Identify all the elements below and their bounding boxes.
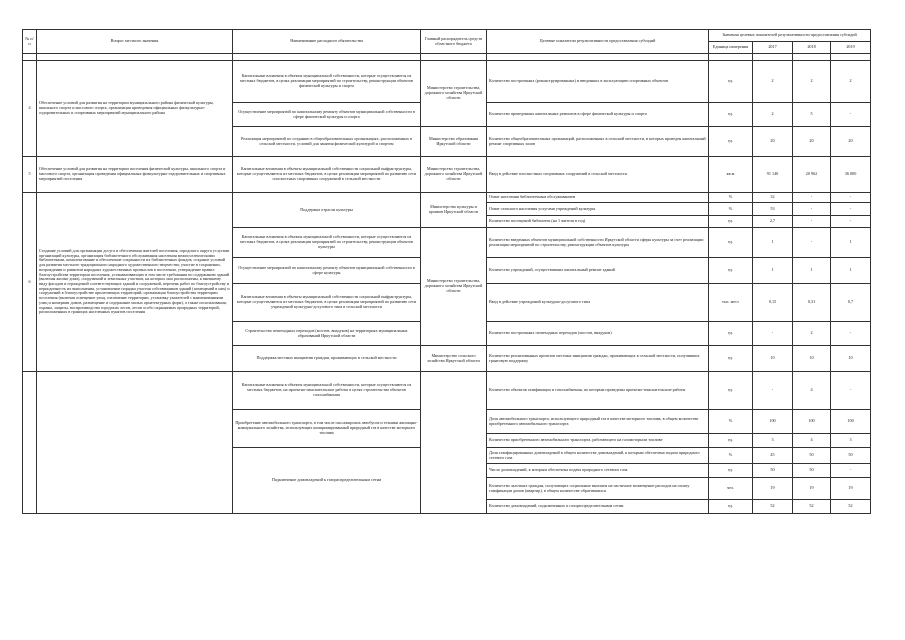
issue-cell: Обеспечение условий для развития на территории муниципального района физической культуры, школьного спорта и массового спорта, организация проведения официальных физкультурно-оздоровительных и спортивных мероприятий муниципального района — [37, 61, 233, 157]
value-2019: 1 — [831, 228, 871, 258]
value-2018: 5 — [793, 103, 831, 127]
indicator-cell: Количество введенных объектов муниципальной собственности Иркутской области сферы культуры за счет реализации реализации мероприятий по строительству, реконструкции объектов культуры — [487, 228, 709, 258]
value-2018: 2 — [793, 322, 831, 346]
value-2018: 52 — [793, 500, 831, 514]
table-row — [23, 61, 871, 103]
header-num: № п/п — [23, 30, 37, 54]
value-2018: 20 962 — [793, 157, 831, 193]
subsidy-indicators-table — [22, 29, 871, 514]
indicator-cell: Количество общеобразовательных организаций, расположенных в сельской местности, в которых проведен капитальный ремонт спортивных залов — [487, 127, 709, 157]
value-2017: 20 — [753, 127, 793, 157]
obligation-cell: Капитальные вложения в объекты муниципальной собственности социальной инфраструктуры, которые осуществляются из местных бюджетов, в целях реализации мероприятий по развитию сети плоскостных спортивных сооружений в сельской местности — [233, 157, 421, 193]
value-2018: 1 — [793, 258, 831, 284]
value-2017: 53 — [753, 203, 793, 216]
value-2019: 1 — [831, 258, 871, 284]
header-year-2019: 2019 — [831, 42, 871, 54]
value-2018: 0,31 — [793, 284, 831, 322]
obligation-cell: Капитальные вложения в объекты муниципальной собственности, которые осуществляются из местных бюджетов, в целях реализации мероприятий по строительству, реконструкции объектов культуры — [233, 228, 421, 258]
unit-cell: ед. — [709, 258, 753, 284]
unit-cell: ед. — [709, 228, 753, 258]
value-2017: 50 — [753, 464, 793, 478]
value-2019: 3 — [831, 434, 871, 448]
value-2018: 100 — [793, 410, 831, 434]
value-2017: 19 — [753, 478, 793, 500]
administrator-cell: Министерство образования Иркутской области — [421, 127, 487, 157]
header-indicator: Целевые показатели результативности предоставления субсидий — [487, 30, 709, 54]
obligation-cell: Подключение домовладений к газораспределительным сетям — [233, 448, 421, 514]
header-issue: Вопрос местного значения — [37, 30, 233, 54]
value-2017: 2,7 — [753, 216, 793, 228]
row-num: 6 — [23, 193, 37, 372]
unit-cell: ед. — [709, 61, 753, 103]
value-2019: 100 — [831, 410, 871, 434]
value-2019: 0,7 — [831, 284, 871, 322]
row-num: 5 — [23, 157, 37, 193]
value-2017: 2 — [753, 103, 793, 127]
value-2017: 100 — [753, 410, 793, 434]
document-sheet — [22, 29, 870, 514]
row-num — [23, 372, 37, 514]
value-2017: 0,15 — [753, 284, 793, 322]
indicator-cell: Доля газифицированных домовладений в общем количестве домовладений, к которым обеспечена подача природного сетевого газа — [487, 448, 709, 464]
value-2019: 2 — [831, 61, 871, 103]
value-2018: 10 — [793, 346, 831, 372]
value-2017: 32 — [753, 193, 793, 203]
value-2019: 10 — [831, 346, 871, 372]
unit-cell: ед. — [709, 500, 753, 514]
obligation-cell: Реализация мероприятий по созданию в общеобразовательных организациях, расположенных в сельской местности, условий для занятия физической культурой и спортом — [233, 127, 421, 157]
unit-cell: ед. — [709, 216, 753, 228]
obligation-cell: Осуществление мероприятий по капитальному ремонту объектов муниципальной собственности в сфере культуры — [233, 258, 421, 284]
value-2018: 50 — [793, 448, 831, 464]
indicator-cell: Охват населения библиотечным обслуживанием — [487, 193, 709, 203]
value-2017: 45 — [753, 448, 793, 464]
header-administrator: Главный распорядитель средств областного бюджета — [421, 30, 487, 54]
administrator-cell: Министерство строительства, дорожного хозяйства Иркутской области — [421, 228, 487, 346]
header-year-2017: 2017 — [753, 42, 793, 54]
unit-cell: чел. — [709, 478, 753, 500]
indicator-cell: Охват сельского населения услугами учреждений культуры — [487, 203, 709, 216]
obligation-cell: Поддержка местных инициатив граждан, проживающих в сельской местности — [233, 346, 421, 372]
value-2017: 91 140 — [753, 157, 793, 193]
value-2018: 4 — [793, 372, 831, 410]
value-2019: - — [831, 216, 871, 228]
unit-cell: % — [709, 448, 753, 464]
value-2019: 20 — [831, 127, 871, 157]
value-2017: - — [753, 322, 793, 346]
administrator-cell: Министерство строительства, дорожного хозяйства Иркутской области — [421, 157, 487, 193]
value-2017: 52 — [753, 500, 793, 514]
row-num: 4 — [23, 61, 37, 157]
administrator-cell: Министерство строительства, дорожного хозяйства Иркутской области — [421, 61, 487, 127]
administrator-cell: Министерство культуры и архивов Иркутской области — [421, 193, 487, 228]
indicator-cell: Количество реализованных проектов местных инициатив граждан, проживающих в сельской местности, получивших грантовую поддержку — [487, 346, 709, 372]
unit-cell: ед. — [709, 372, 753, 410]
obligation-cell: Капитальные вложения в объекты муниципальной собственности социальной инфраструктуры, которые осуществляются из местных бюджетов, в целях реализации мероприятий по развитию сети учреждений культурно-досугового типа в сельской местности — [233, 284, 421, 322]
spacer-row — [23, 54, 871, 61]
unit-cell: кв.м — [709, 157, 753, 193]
value-2017: 2 — [753, 61, 793, 103]
header-obligation: Наименование расходного обязательства — [233, 30, 421, 54]
unit-cell: % — [709, 203, 753, 216]
value-2019: - — [831, 203, 871, 216]
indicator-cell: Количество приобретенного автомобильного транспорта, работающего на газомоторном топливе — [487, 434, 709, 448]
header-year-2018: 2018 — [793, 42, 831, 54]
issue-cell — [37, 372, 233, 514]
unit-cell: ед. — [709, 346, 753, 372]
value-2017: - — [753, 372, 793, 410]
value-2019: - — [831, 103, 871, 127]
indicator-cell: Количество объектов газификации и газоснабжения, по которым проведены проектно-изыскательские работы — [487, 372, 709, 410]
indicator-cell: Ввод в действие учреждений культурно-досугового типа — [487, 284, 709, 322]
indicator-cell: Доля автомобильного транспорта, использующего природный газ в качестве моторного топлива, в общем количестве приобретенного автомобильного транспорта — [487, 410, 709, 434]
unit-cell: тыс. мест — [709, 284, 753, 322]
unit-cell: ед. — [709, 103, 753, 127]
indicator-cell: Количество льготных граждан, получающих социальные выплаты на частичное возмещение расходов на оплату газификации домов (квартир), в общем количестве обратившихся — [487, 478, 709, 500]
administrator-cell: Министерство сельского хозяйства Иркутской области — [421, 346, 487, 372]
value-2018: 4 — [793, 434, 831, 448]
header-row — [23, 30, 871, 42]
indicator-cell: Количество проведенных капитальных ремонтов в сфере физической культуры и спорта — [487, 103, 709, 127]
value-2019: 52 — [831, 500, 871, 514]
obligation-cell: Капитальные вложения в объекты муниципальной собственности, которые осуществляются из местных бюджетов, на проектно-изыскательские работы в целях строительства объектов газоснабжения — [233, 372, 421, 410]
value-2018: 50 — [793, 464, 831, 478]
value-2017: 1 — [753, 258, 793, 284]
table-row — [23, 372, 871, 410]
value-2018: 19 — [793, 478, 831, 500]
value-2018: - — [793, 228, 831, 258]
issue-cell: Обеспечение условий для развития на территории поселения физической культуры, школьного спорта и массового спорта, организация проведения официальных физкультурно-оздоровительных и спортивных мероприятий поселения — [37, 157, 233, 193]
obligation-cell: Строительство пешеходных переходов (мостов, виадуков) на территориях муниципальных образований Иркутской области — [233, 322, 421, 346]
indicator-cell: Количество домовладений, подключенных к газораспределительным сетям — [487, 500, 709, 514]
obligation-cell: Приобретение автомобильного транспорта, в том числе пассажирских автобусов и техники жилищно-коммунального хозяйства, использующих компримированный природный газ в качестве моторного топлива — [233, 410, 421, 448]
unit-cell: % — [709, 410, 753, 434]
value-2017: 10 — [753, 346, 793, 372]
indicator-cell: Количество построенных пешеходных переходов (мостов, виадуков) — [487, 322, 709, 346]
value-2019: - — [831, 193, 871, 203]
unit-cell: ед. — [709, 322, 753, 346]
value-2019: 19 — [831, 478, 871, 500]
value-2019: - — [831, 372, 871, 410]
value-2019: - — [831, 322, 871, 346]
unit-cell: ед. — [709, 464, 753, 478]
value-2019: 50 — [831, 448, 871, 464]
table-row — [23, 157, 871, 193]
indicator-cell: Количество построенных (реконструированных) и введенных в эксплуатацию спортивных объектов — [487, 61, 709, 103]
value-2017: 3 — [753, 434, 793, 448]
header-values-group: Значения целевых показателей результативности предоставления субсидий — [709, 30, 871, 42]
value-2018: 2 — [793, 61, 831, 103]
obligation-cell: Капитальные вложения в объекты муниципальной собственности, которые осуществляются из местных бюджетов, в целях реализации мероприятий по строительству, реконструкции объектов физической культуры и спорта — [233, 61, 421, 103]
value-2018: - — [793, 216, 831, 228]
header-unit: Единица измерения — [709, 42, 753, 54]
unit-cell: ед. — [709, 434, 753, 448]
value-2019: - — [831, 464, 871, 478]
obligation-cell: Осуществление мероприятий по капитальному ремонту объектов муниципальной собственности в сфере физической культуры и спорта — [233, 103, 421, 127]
value-2018: - — [793, 203, 831, 216]
indicator-cell: Ввод в действие плоскостных спортивных сооружений в сельской местности — [487, 157, 709, 193]
unit-cell: % — [709, 193, 753, 203]
table-row — [23, 193, 871, 203]
value-2018: - — [793, 193, 831, 203]
unit-cell: ед. — [709, 127, 753, 157]
issue-cell: Создание условий для организации досуга и обеспечения жителей поселения, городского округа услугами организаций культуры, организация библиотечного обслуживания населения межпоселенческими библиотеками, комплектование и обеспечение сохранности их библиотечных фондов, создание условий для развития местного традиционного народного художественного творчества, участие в сохранении, возрождении и развитии народных художественных промыслов в поселении, утверждение правил благоустройства территории поселения, устанавливающих в том числе требования по содержанию зданий (включая жилые дома), сооружений и земельных участков, на которых они расположены, к внешнему виду фасадов и ограждений соответствующих зданий и сооружений, перечень работ по благоустройству и периодичность их выполнения, установление порядка участия собственников зданий (помещений в них) и сооружений в благоустройстве прилегающих территорий; организация благоустройства территории поселения (включая освещение улиц, озеленение территории, установку указателей с наименованиями улиц и номерами домов, размещение и содержание малых архитектурных форм), а также использования, охраны, защиты, воспроизводства городских лесов, лесов особо охраняемых природных территорий, расположенных в границах населенных пунктов поселения — [37, 193, 233, 372]
value-2019: 36 000 — [831, 157, 871, 193]
value-2018: 20 — [793, 127, 831, 157]
value-2017: 1 — [753, 228, 793, 258]
administrator-cell — [421, 372, 487, 514]
indicator-cell: Количество учреждений, осуществивших капитальный ремонт зданий — [487, 258, 709, 284]
indicator-cell: Число домовладений, к которым обеспечена подача природного сетевого газа — [487, 464, 709, 478]
indicator-cell: Количество посещений библиотек (на 1 жителя в год) — [487, 216, 709, 228]
obligation-cell: Поддержка отрасли культуры — [233, 193, 421, 228]
